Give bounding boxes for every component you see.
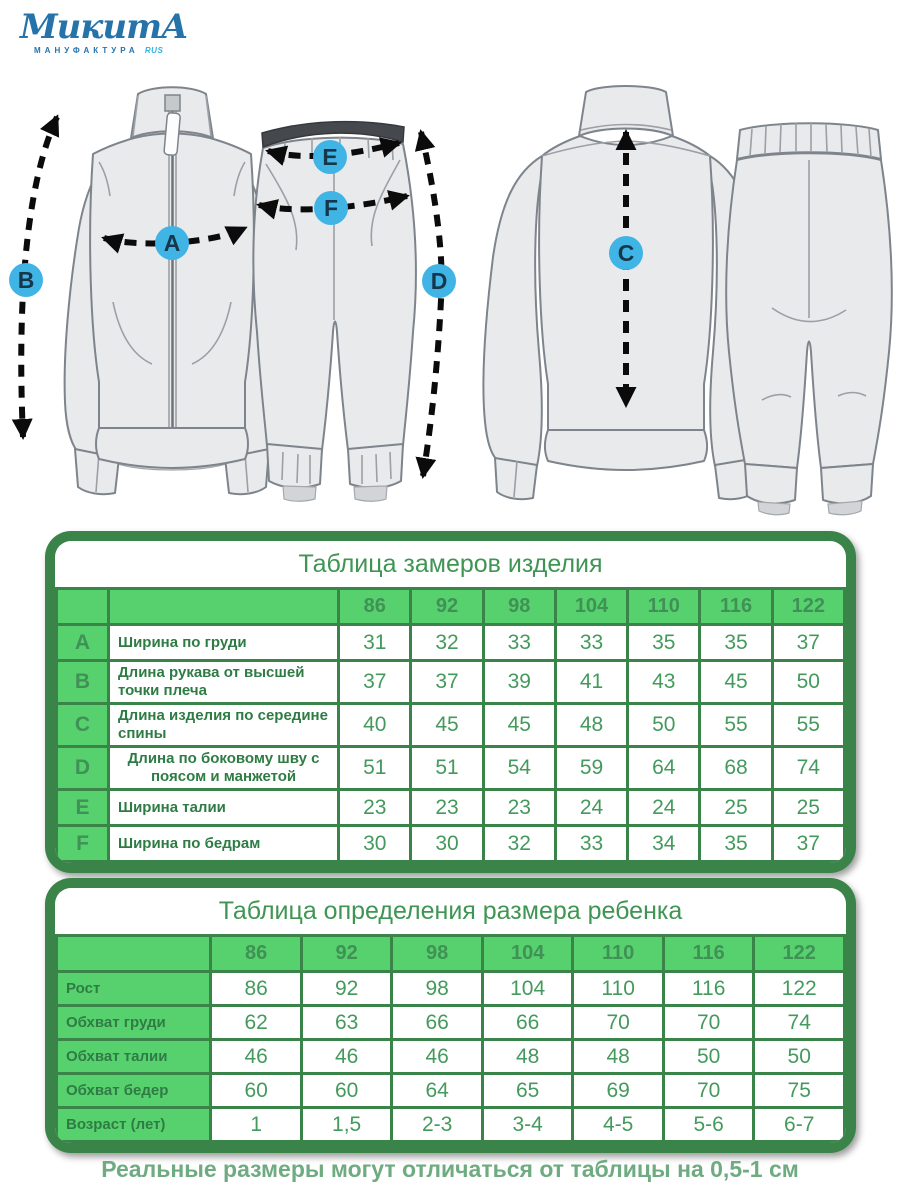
measure-value-cell: 50 — [628, 704, 700, 747]
measure-value-cell: 66 — [392, 1006, 483, 1040]
measure-value-cell: 69 — [573, 1074, 664, 1108]
measure-value-cell: 39 — [483, 661, 555, 704]
measure-value-cell: 104 — [482, 972, 573, 1006]
measure-value-cell: 45 — [483, 704, 555, 747]
measure-value-cell: 34 — [628, 826, 700, 862]
measure-label-cell: Ширина талии — [109, 790, 339, 826]
measure-value-cell: 2-3 — [392, 1108, 483, 1142]
measure-value-cell: 70 — [573, 1006, 664, 1040]
measure-value-cell: 48 — [573, 1040, 664, 1074]
size-header-cell: 86 — [339, 589, 411, 625]
point-C — [609, 236, 643, 270]
measure-value-cell: 1 — [211, 1108, 302, 1142]
measure-value-cell: 63 — [301, 1006, 392, 1040]
measure-value-cell: 46 — [392, 1040, 483, 1074]
size-header-row — [57, 936, 845, 972]
measure-value-cell: 5-6 — [663, 1108, 754, 1142]
measure-value-cell: 32 — [411, 625, 483, 661]
size-header-cell: 122 — [772, 589, 844, 625]
measure-label-cell: Обхват груди — [57, 1006, 211, 1040]
size-header-cell: 122 — [754, 936, 845, 972]
arrow-D — [421, 132, 442, 476]
measure-value-cell: 64 — [392, 1074, 483, 1108]
measure-label-cell: Ширина по груди — [109, 625, 339, 661]
size-header-cell: 104 — [555, 589, 627, 625]
svg-text:B: B — [17, 267, 35, 293]
measure-value-cell: 51 — [411, 747, 483, 790]
measure-value-cell: 30 — [411, 826, 483, 862]
measurement-diagram — [0, 0, 900, 520]
measure-value-cell: 66 — [482, 1006, 573, 1040]
measure-value-cell: 55 — [700, 704, 772, 747]
size-header-cell: 116 — [700, 589, 772, 625]
svg-text:E: E — [322, 144, 338, 170]
child-size-table — [45, 878, 856, 1153]
measure-value-cell: 35 — [628, 625, 700, 661]
measure-value-cell: 30 — [339, 826, 411, 862]
measure-value-cell: 45 — [700, 661, 772, 704]
measure-value-cell: 3-4 — [482, 1108, 573, 1142]
measure-value-cell: 74 — [754, 1006, 845, 1040]
table-row — [57, 826, 845, 862]
measure-value-cell: 50 — [663, 1040, 754, 1074]
measure-value-cell: 54 — [483, 747, 555, 790]
measure-value-cell: 37 — [772, 826, 844, 862]
size-header-cell: 116 — [663, 936, 754, 972]
measure-letter-cell: B — [57, 661, 109, 704]
measure-value-cell: 25 — [772, 790, 844, 826]
measure-value-cell: 92 — [301, 972, 392, 1006]
point-E — [313, 140, 347, 174]
measure-value-cell: 33 — [483, 625, 555, 661]
svg-text:D: D — [430, 268, 448, 294]
table-row — [57, 625, 845, 661]
size-header-cell: 110 — [573, 936, 664, 972]
measure-value-cell: 4-5 — [573, 1108, 664, 1142]
pants-front-illustration — [253, 122, 416, 502]
measure-value-cell: 46 — [301, 1040, 392, 1074]
measure-value-cell: 24 — [628, 790, 700, 826]
measure-value-cell: 75 — [754, 1074, 845, 1108]
measure-value-cell: 37 — [339, 661, 411, 704]
measure-value-cell: 23 — [483, 790, 555, 826]
measure-value-cell: 68 — [700, 747, 772, 790]
measure-value-cell: 98 — [392, 972, 483, 1006]
measure-value-cell: 41 — [555, 661, 627, 704]
measure-label-cell: Рост — [57, 972, 211, 1006]
table-row — [57, 1108, 845, 1142]
measure-value-cell: 31 — [339, 625, 411, 661]
measure-value-cell: 25 — [700, 790, 772, 826]
corner-cell — [57, 589, 109, 625]
size-header-cell: 98 — [392, 936, 483, 972]
measure-value-cell: 110 — [573, 972, 664, 1006]
corner-cell — [109, 589, 339, 625]
measure-label-cell: Ширина по бедрам — [109, 826, 339, 862]
measure-value-cell: 43 — [628, 661, 700, 704]
measure-value-cell: 55 — [772, 704, 844, 747]
measure-letter-cell: F — [57, 826, 109, 862]
table-row — [57, 790, 845, 826]
svg-text:F: F — [323, 195, 339, 221]
measure-letter-cell: A — [57, 625, 109, 661]
size-header-cell: 92 — [301, 936, 392, 972]
measure-value-cell: 59 — [555, 747, 627, 790]
brand-subtitle: МАНУФАКТУРА RUS — [34, 46, 164, 55]
measure-label-cell: Длина изделия по середине спины — [109, 704, 339, 747]
svg-text:A: A — [163, 230, 181, 256]
measure-value-cell: 70 — [663, 1074, 754, 1108]
measure-value-cell: 50 — [772, 661, 844, 704]
measure-value-cell: 35 — [700, 625, 772, 661]
pants-back-illustration — [726, 123, 892, 515]
measure-value-cell: 46 — [211, 1040, 302, 1074]
measure-value-cell: 33 — [555, 625, 627, 661]
measure-value-cell: 60 — [301, 1074, 392, 1108]
jacket-front-illustration — [65, 87, 280, 494]
size-header-cell: 92 — [411, 589, 483, 625]
measure-label-cell: Длина по боковому шву с поясом и манжетой — [109, 747, 339, 790]
svg-text:C: C — [617, 240, 635, 266]
table-row — [57, 1040, 845, 1074]
size-header-row — [57, 589, 845, 625]
measure-label-cell: Возраст (лет) — [57, 1108, 211, 1142]
measure-value-cell: 51 — [339, 747, 411, 790]
measure-value-cell: 50 — [754, 1040, 845, 1074]
measure-value-cell: 1,5 — [301, 1108, 392, 1142]
measure-value-cell: 65 — [482, 1074, 573, 1108]
measure-value-cell: 6-7 — [754, 1108, 845, 1142]
measure-letter-cell: C — [57, 704, 109, 747]
measure-value-cell: 23 — [339, 790, 411, 826]
measure-value-cell: 64 — [628, 747, 700, 790]
measure-value-cell: 35 — [700, 826, 772, 862]
brand-region: RUS — [144, 46, 164, 55]
measure-value-cell: 70 — [663, 1006, 754, 1040]
measure-value-cell: 86 — [211, 972, 302, 1006]
measure-letter-cell: D — [57, 747, 109, 790]
point-D — [422, 264, 456, 298]
measure-value-cell: 45 — [411, 704, 483, 747]
child-size-grid — [55, 934, 846, 1143]
measure-label-cell: Обхват бедер — [57, 1074, 211, 1108]
table-title: Таблица замеров изделия — [298, 550, 603, 578]
size-header-cell: 110 — [628, 589, 700, 625]
measure-value-cell: 60 — [211, 1074, 302, 1108]
measure-value-cell: 74 — [772, 747, 844, 790]
measure-value-cell: 122 — [754, 972, 845, 1006]
measure-value-cell: 24 — [555, 790, 627, 826]
measure-label-cell: Длина рукава от высшей точки плеча — [109, 661, 339, 704]
measure-value-cell: 32 — [483, 826, 555, 862]
measure-value-cell: 48 — [555, 704, 627, 747]
measure-value-cell: 62 — [211, 1006, 302, 1040]
table-row — [57, 661, 845, 704]
table-title: Таблица определения размера ребенка — [218, 897, 683, 925]
measure-value-cell: 33 — [555, 826, 627, 862]
corner-cell — [57, 936, 211, 972]
table-row — [57, 1006, 845, 1040]
measure-label-cell: Обхват талии — [57, 1040, 211, 1074]
brand-name: МикитА — [20, 7, 188, 47]
measurements-table — [55, 587, 846, 863]
point-F — [314, 191, 348, 225]
size-header-cell: 98 — [483, 589, 555, 625]
garment-measurements-table — [45, 531, 856, 873]
size-header-cell: 86 — [211, 936, 302, 972]
size-header-cell: 104 — [482, 936, 573, 972]
measure-value-cell: 37 — [411, 661, 483, 704]
measure-letter-cell: E — [57, 790, 109, 826]
table-row — [57, 1074, 845, 1108]
tolerance-note: Реальные размеры могут отличаться от таблицы на 0,5-1 см — [101, 1156, 799, 1182]
measure-value-cell: 23 — [411, 790, 483, 826]
point-A — [155, 226, 189, 260]
measure-value-cell: 116 — [663, 972, 754, 1006]
table-row — [57, 747, 845, 790]
table-row — [57, 704, 845, 747]
measure-value-cell: 37 — [772, 625, 844, 661]
table-row — [57, 972, 845, 1006]
point-B — [9, 263, 43, 297]
measure-value-cell: 48 — [482, 1040, 573, 1074]
measure-value-cell: 40 — [339, 704, 411, 747]
